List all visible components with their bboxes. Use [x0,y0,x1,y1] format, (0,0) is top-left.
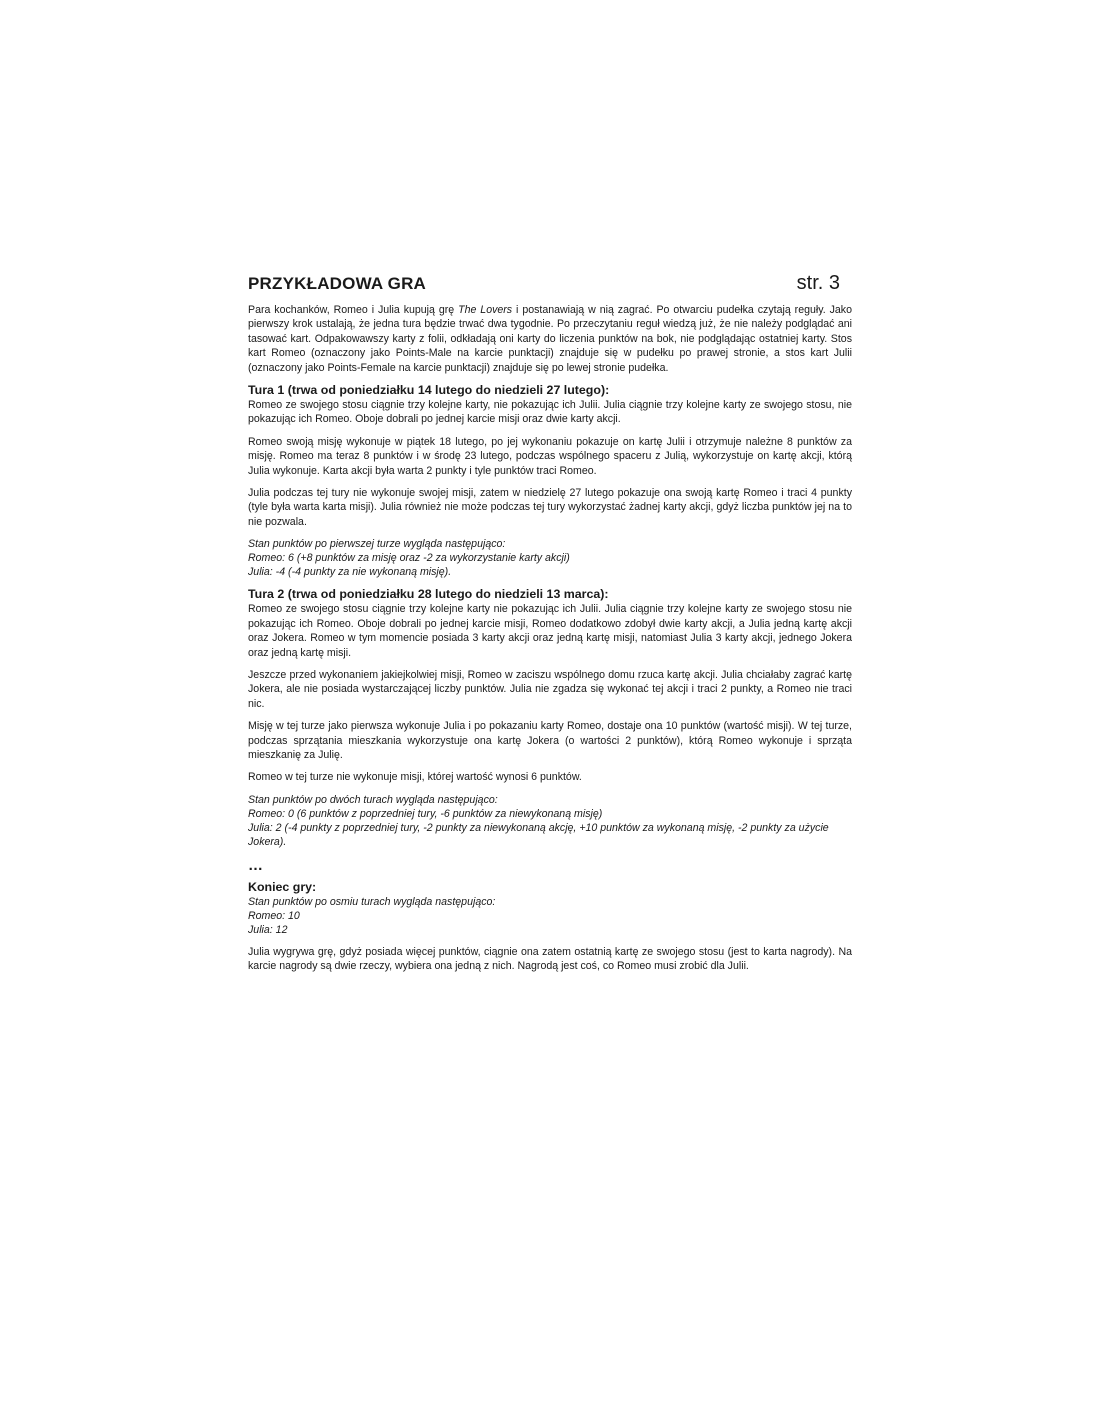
end-score [248,895,852,937]
turn-1-paragraph: Romeo swoją misję wykonuje w piątek 18 lutego, po jej wykonaniu pokazuje on kartę Julii i otrzymuje należne 8 punktów za misję. Romeo ma teraz 8 punktów i w środę 23 lutego, podczas wspólnego spaceru z Julią, wykorzystuje on kartę akcji, którą Julia wykonuje. Karta akcji była warta 2 punkty i tyle punktów traci Romeo. [248,435,852,477]
turn-2-section [248,587,852,848]
turn-2-paragraph: Misję w tej turze jako pierwsza wykonuje Julia i po pokazaniu karty Romeo, dostaje ona 10 punktów (wartość misji). W tej turze, podczas sprzątania mieszkania wykorzystuje ona kartę Jokera (o wartości 2 punktów), którą Romeo wykonuje i sprząta mieszkanię za Julię. [248,720,852,761]
score-line: Stan punktów po osmiu turach wygląda następująco: [248,895,496,908]
end-heading: Koniec gry: [248,879,317,894]
turn-1-paragraph: Romeo ze swojego stosu ciągnie trzy kolejne karty, nie pokazując ich Julii. Julia ciągnie trzy kolejne karty ze swojego stosu, nie pokazując ich Romeo. Oboje dobrali po jednej karcie misji oraz dwie karty akcji. [248,399,852,426]
intro-paragraph [248,303,852,375]
turn-1-section [248,383,852,579]
score-line: Romeo: 0 (6 punktów z poprzedniej tury, -6 punktów za niewykonaną misję) [248,807,603,820]
turn-1-paragraph: Julia podczas tej tury nie wykonuje swojej misji, zatem w niedzielę 27 lutego pokazuje ona swoją kartę Romeo i traci 4 punkty (tyle była warta karta misji). Julia również nie może podczas tej tury wykorzystać żadnej karty akcji, gdyż liczba punktów jej na to nie pozwala. [248,487,852,528]
intro-text-1: Para kochanków, Romeo i Julia kupują grę [248,304,459,316]
score-line: Romeo: 6 (+8 punktów za misję oraz -2 za wykorzystanie karty akcji) [248,552,570,565]
turn-1-heading: Tura 1 (trwa od poniedziałku 14 lutego do niedzieli 27 lutego): [248,383,610,398]
turn-1-score [248,537,852,579]
end-section [248,880,852,974]
score-line: Romeo: 10 [248,909,300,922]
turn-2-score [248,793,852,849]
score-line: Julia: 2 (-4 punkty z poprzedniej tury, -2 punkty za niewykonaną akcję, +10 punktów za wykonaną misję, -2 punkty za użycie Jokera). [248,821,829,848]
game-name: The Lovers [458,304,513,316]
score-line: Stan punktów po pierwszej turze wygląda następująco: [248,538,506,551]
end-paragraph: Julia wygrywa grę, gdyż posiada więcej punktów, ciągnie ona zatem ostatnią kartę ze swojego stosu (jest to karta nagrody). Na karcie nagrody są dwie rzeczy, wybiera ona jedną z nich. Nagrodą jest coś, co Romeo musi zrobić dla Julii. [248,945,852,973]
turn-2-heading: Tura 2 (trwa od poniedziałku 28 lutego do niedzieli 13 marca): [248,587,609,602]
intro-text-2: i postanawiają w nią zagrać. Po otwarciu pudełka czytają reguły. Jako pierwszy krok ustalają, że jedna tura będzie trwać dwa tygodnie. Po przeczytaniu reguł wiedzą już, że nie należy podglądać ani tasować kart. Odpakowawszy karty z folii, odkładają oni karty do liczenia punktów na bok, nie podglądając ostatniej karty. Stos kart Romeo (oznaczony jako Points-Male na karcie punktacji) znajduje się w pudełku po prawej stronie, a stos kart Julii (oznaczony jako Points-Female na karcie punktacji) znajduje się po lewej stronie pudełka. [248,304,852,374]
turn-2-paragraph: Romeo ze swojego stosu ciągnie trzy kolejne karty nie pokazując ich Julii. Julia ciągnie trzy kolejne karty ze swojego stosu nie pokazując ich Romeo. Oboje dobrali po jednej karcie misji, Romeo dodatkowo zdobył dwie karty akcji, a Julia jedną kartę akcji oraz Jokera. Romeo w tym momencie posiada 3 karty akcji oraz jedną kartę misji, natomiast Julia 3 karty akcji, jednego Jokera oraz jedną kartę misji. [248,603,852,659]
document-title: PRZYKŁADOWA GRA [248,274,427,293]
turn-2-paragraph: Romeo w tej turze nie wykonuje misji, której wartość wynosi 6 punktów. [248,771,582,784]
score-line: Julia: -4 (-4 punkty za nie wykonaną misję). [248,566,452,579]
ellipsis: … [248,856,263,874]
page-header [248,272,852,295]
score-line: Stan punktów po dwóch turach wygląda następująco: [248,793,498,806]
turn-2-paragraph: Jeszcze przed wykonaniem jakiejkolwiej misji, Romeo w zaciszu wspólnego domu rzuca kartę akcji. Julia chciałaby zagrać kartę Jokera, ale nie posiada wystarczającej liczby punktów. Julia nie zgadza się wykonać tej akcji i traci 2 punkty, a Romeo nie traci nic. [248,668,852,710]
page-number: str. 3 [796,272,840,294]
score-line: Julia: 12 [248,923,288,936]
document-page [248,272,852,982]
